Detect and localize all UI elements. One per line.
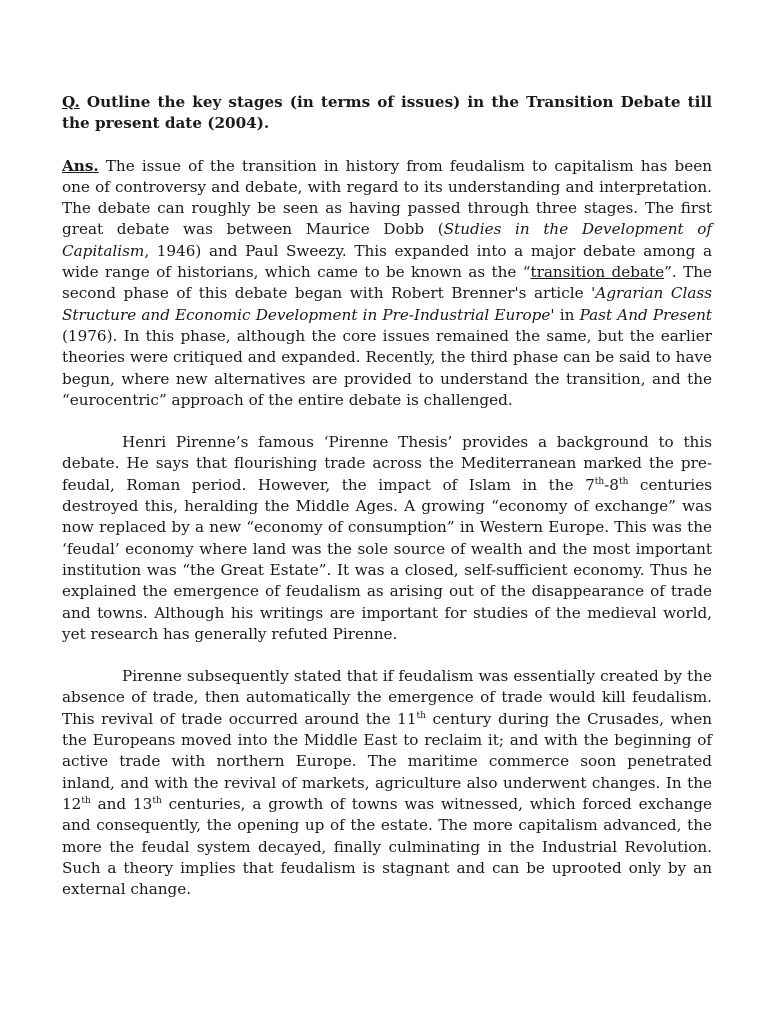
- journal-title: Past And Present: [579, 305, 713, 324]
- document-body: [62, 92, 712, 900]
- para2-text-3: centuries destroyed this, heralding the Middle Ages. A growing “economy of exchange” was now replaced by a new “economy of consumption” in Western Europe. This was the ‘feudal’ economy where land was the sole source of wealth and the most important institution was “the Great Estate”. It was a closed, self-sufficient economy. Thus he explained the emergence of feudalism as arising out of the disappearance of trade and towns. Although his writings are important for studies of the medieval world, yet research has generally refuted Pirenne.: [62, 475, 712, 643]
- answer-label: Ans.: [62, 156, 99, 175]
- para3-sup-3: th: [152, 795, 162, 806]
- para3-text-2: century during the Crusades, when the Europeans moved into the Middle East to reclaim it; and with the beginning of active trade with northern Europe. The maritime commerce soon penetrated inland, and with the revival of markets, agriculture also underwent changes. In the 12: [62, 709, 712, 813]
- brenner-article-title: Agrarian Class Structure and Economic Development in Pre-Industrial Europe: [62, 284, 712, 324]
- para3-sup-2: th: [81, 795, 91, 806]
- para3-text-1: Pirenne subsequently stated that if feudalism was essentially created by the absence of trade, then automatically the emergence of trade would kill feudalism. This revival of trade occurred around the 11: [62, 667, 712, 728]
- para2-text-2: -8: [604, 475, 619, 494]
- question-label: Q.: [62, 93, 80, 111]
- para3-text-3: and 13: [90, 794, 153, 813]
- para3-text-4: centuries, a growth of towns was witnessed, which forced exchange and consequently, the opening up of the estate. The more capitalism advanced, the more the feudal system decayed, finally culminating in the Industrial Revolution. Such a theory implies that feudalism is stagnant and can be uprooted only by an external change.: [62, 794, 712, 899]
- answer-text-4: ' in: [550, 305, 580, 324]
- dobb-book-title: Studies in the Development of Capitalism: [62, 220, 713, 260]
- para2-text-1: Henri Pirenne’s famous ‘Pirenne Thesis’ provides a background to this debate. He says that flourishing trade across the Mediterranean marked the pre-feudal, Roman period. However, the impact of Islam in the 7: [62, 433, 712, 494]
- answer-text-2: , 1946) and Paul Sweezy. This expanded into a major debate among a wide range of historians, which came to be known as the “: [62, 241, 712, 282]
- answer-text-3: ”. The second phase of this debate began with Robert Brenner's article ': [62, 263, 712, 303]
- trade-revival-paragraph: [62, 666, 712, 900]
- answer-text-1: The issue of the transition in history from feudalism to capitalism has been one of controversy and debate, with regard to its understanding and interpretation. The debate can roughly be seen as having passed through three stages. The first great debate was between Maurice Dobb (: [62, 156, 712, 239]
- para2-sup-2: th: [618, 476, 629, 487]
- transition-debate-term: transition debate: [530, 263, 665, 282]
- para2-sup-1: th: [594, 476, 605, 487]
- answer-text-5: (1976). In this phase, although the core issues remained the same, but the earlier theories were critiqued and expanded. Recently, the third phase can be said to have begun, where new alternatives are provided to understand the transition, and the “eurocentric” approach of the entire debate is challenged.: [62, 326, 712, 409]
- para3-sup-1: th: [416, 710, 426, 721]
- question-heading: [62, 92, 712, 135]
- answer-paragraph: [62, 156, 712, 412]
- pirenne-thesis-paragraph: [62, 432, 712, 645]
- question-text: Outline the key stages (in terms of issues) in the Transition Debate till the present date (2004).: [62, 93, 712, 133]
